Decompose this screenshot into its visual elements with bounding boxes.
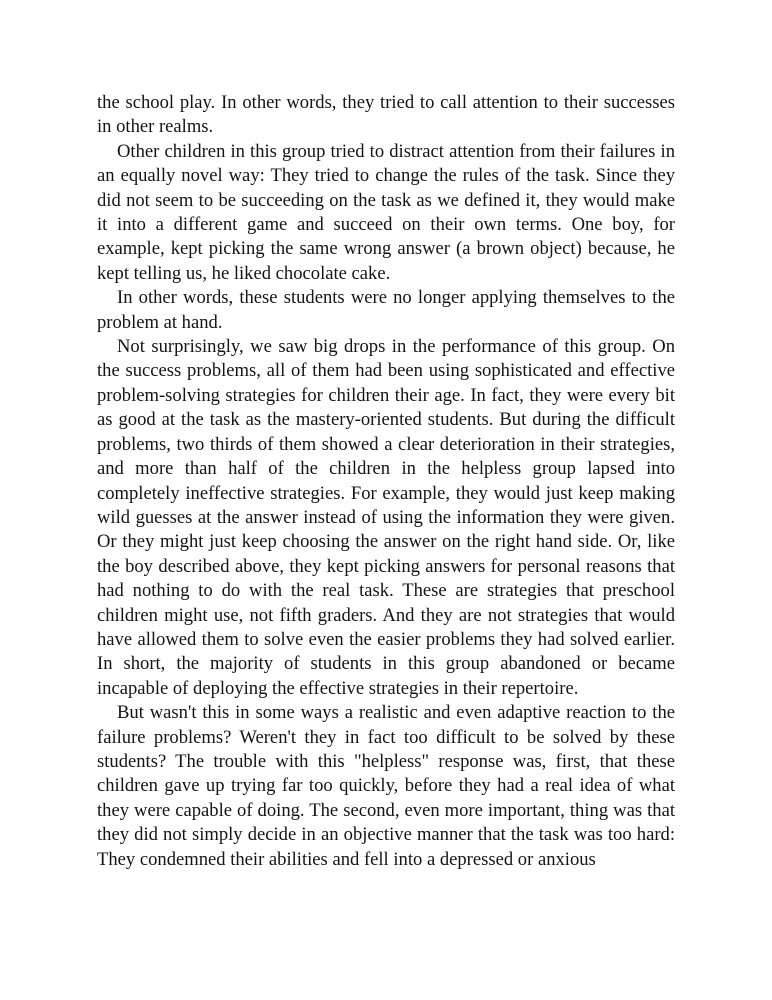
body-text	[97, 91, 675, 872]
paragraph-2: Other children in this group tried to distract attention from their failures in an equally novel way: They tried to change the rules of the task. Since they did not seem to be succeeding on the task as we defined it, they would make it into a different game and succeed on their own terms. One boy, for example, kept picking the same wrong answer (a brown object) because, he kept telling us, he liked chocolate cake.	[97, 140, 675, 284]
paragraph-5: But wasn't this in some ways a realistic and even adaptive reaction to the failure problems? Weren't they in fact too difficult to be solved by these students? The trouble with this "helpless" response was, first, that these children gave up trying far too quickly, before they had a real idea of what they were capable of doing. The second, even more important, thing was that they did not simply decide in an objective manner that the task was too hard: They condemned their abilities and fell into a depressed or anxious	[97, 702, 675, 870]
paragraph-3: In other words, these students were no longer applying themselves to the problem at hand.	[97, 287, 675, 333]
paragraph-1: the school play. In other words, they tried to call attention to their successes in other realms.	[97, 92, 675, 138]
paragraph-4: Not surprisingly, we saw big drops in the performance of this group. On the success problems, all of them had been using sophisticated and effective problem-solving strategies for children their age. In fact, they were every bit as good at the task as the mastery-oriented students. But during the difficult problems, two thirds of them showed a clear deterioration in their strategies, and more than half of the children in the helpless group lapsed into completely ineffective strategies. For example, they would just keep making wild guesses at the answer instead of using the information they were given. Or they might just keep choosing the answer on the right hand side. Or, like the boy described above, they kept picking answers for personal reasons that had nothing to do with the real task. These are strategies that preschool children might use, not fifth graders. And they are not strategies that would have allowed them to solve even the easier problems they had solved earlier. In short, the majority of students in this group abandoned or became incapable of deploying the effective strategies in their repertoire.	[97, 336, 675, 699]
